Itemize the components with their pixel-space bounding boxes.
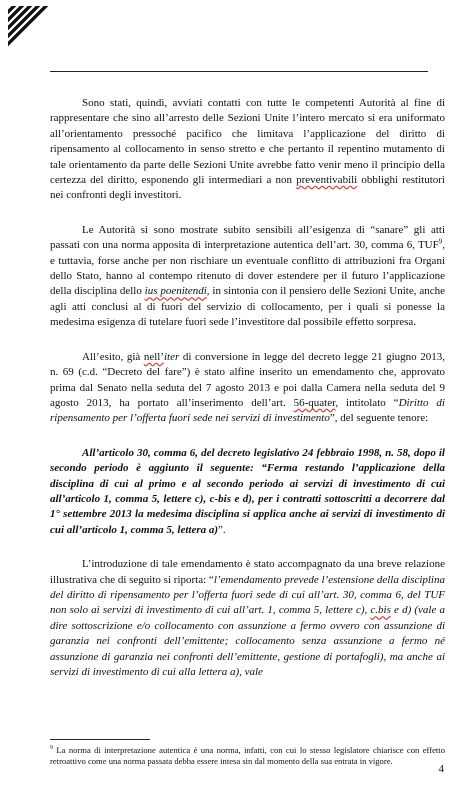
quoted-amendment: All’articolo 30, comma 6, del decreto legislativo 24 febbraio 1998, n. 58, dopo il secondo periodo è aggiunto il seguente: “Ferma restando l’applicazione della disciplina di cui al primo e al secondo periodo ai servizi di investimento di cui all’articolo 1, comma 5, lettere c), c-bis e d), per i contratti sottoscritti a decorrere dal 1° settembre 2013 la medesima disciplina si applica anche ai servizi di investimento di cui all’articolo 1, comma 5, lettera a)”. bbox=[50, 446, 445, 536]
document-body bbox=[50, 96, 445, 699]
footnote-rule bbox=[50, 739, 150, 740]
paragraph-2: Le Autorità si sono mostrate subito sensibili all’esigenza di “sanare” gli atti passati con una norma apposita di interpretazione autentica dell’art. 30, comma 6, TUF$^9$, e tuttavia, forse anche per non rischiare un eventuale conflitto di attribuzioni fra Organi dello Stato, hanno al contempo ritenuto di dover estendere per il futuro l’applicazione della disciplina dello ius poenitendi, in sintonia con il pensiero delle Sezioni Unite, anche agli atti conclusi al di fuori del servizio di collocamento, per i quali si ponesse la medesima esigenza di tutelare fuori sede l’investitore dal possibile effetto sorpresa. bbox=[50, 223, 445, 329]
paragraph-5: L’introduzione di tale emendamento è stato accompagnato da una breve relazione illustrativa che di seguito si riporta: “l’emendamento prevede l’estensione della disciplina del diritto di ripensamento per l’offerta fuori sede di cui all’art. 30, comma 6, del TUF non solo ai servizi di investimento di cui all’art. 1, comma 5, lettere c), c.bis e d) (vale a dire sottoscrizione e/o collocamento con assunzione a fermo ovvero con assunzione di garanzia nei confronti dell’emittente; collocamento senza assunzione a fermo né assunzione di garanzia nei confronti dell’emittente, gestione di portafogli), ma anche ai servizi di investimento di cui alla lettera a), vale bbox=[50, 558, 445, 678]
footnote-number: 9 bbox=[50, 745, 53, 752]
paragraph-3: All’esito, già nell’iter di conversione in legge del decreto legge 21 giugno 2013, n. 69 (c.d. “Decreto del fare”) è stato alfine inserito un emendamento che, approvato prima dal Senato nella seduta del 7 agosto 2013 e poi dalla Camera nella seduta del 9 agosto 2013, ha portato all’inserimento dell’art. 56-quater, intitolato “Diritto di ripensamento per l’offerta fuori sede nei servizi di investimento”, del seguente tenore: bbox=[50, 350, 445, 425]
header-rule bbox=[50, 71, 428, 72]
diagonal-stripes-logo-icon bbox=[8, 6, 50, 48]
page-number: 4 bbox=[438, 763, 444, 775]
paragraph-1: Sono stati, quindi, avviati contatti con tutte le competenti Autorità al fine di rappresentare che sino all’arresto delle Sezioni Unite l’intero mercato si era uniformato all’orientamento pressoché pacifico che limitava l’applicazione del diritto di ripensamento al collocamento in senso stretto e che pertanto il repentino mutamento di tale orientamento da parte delle Sezioni Unite avrebbe fatto venir meno il principio della certezza del diritto, esponendo gli intermediari a non preventivabili obblighi restitutori nei confronti degli investitori. bbox=[50, 97, 445, 202]
footnote: $^9$ La norma di interpretazione autentica è una norma, infatti, con cui lo stesso legislatore chiarisce con effetto retroattivo come una norma passata debba essere intesa sin dal momento della sua entrata in vigore. bbox=[50, 745, 445, 766]
footnote-ref: 9 bbox=[438, 237, 443, 246]
